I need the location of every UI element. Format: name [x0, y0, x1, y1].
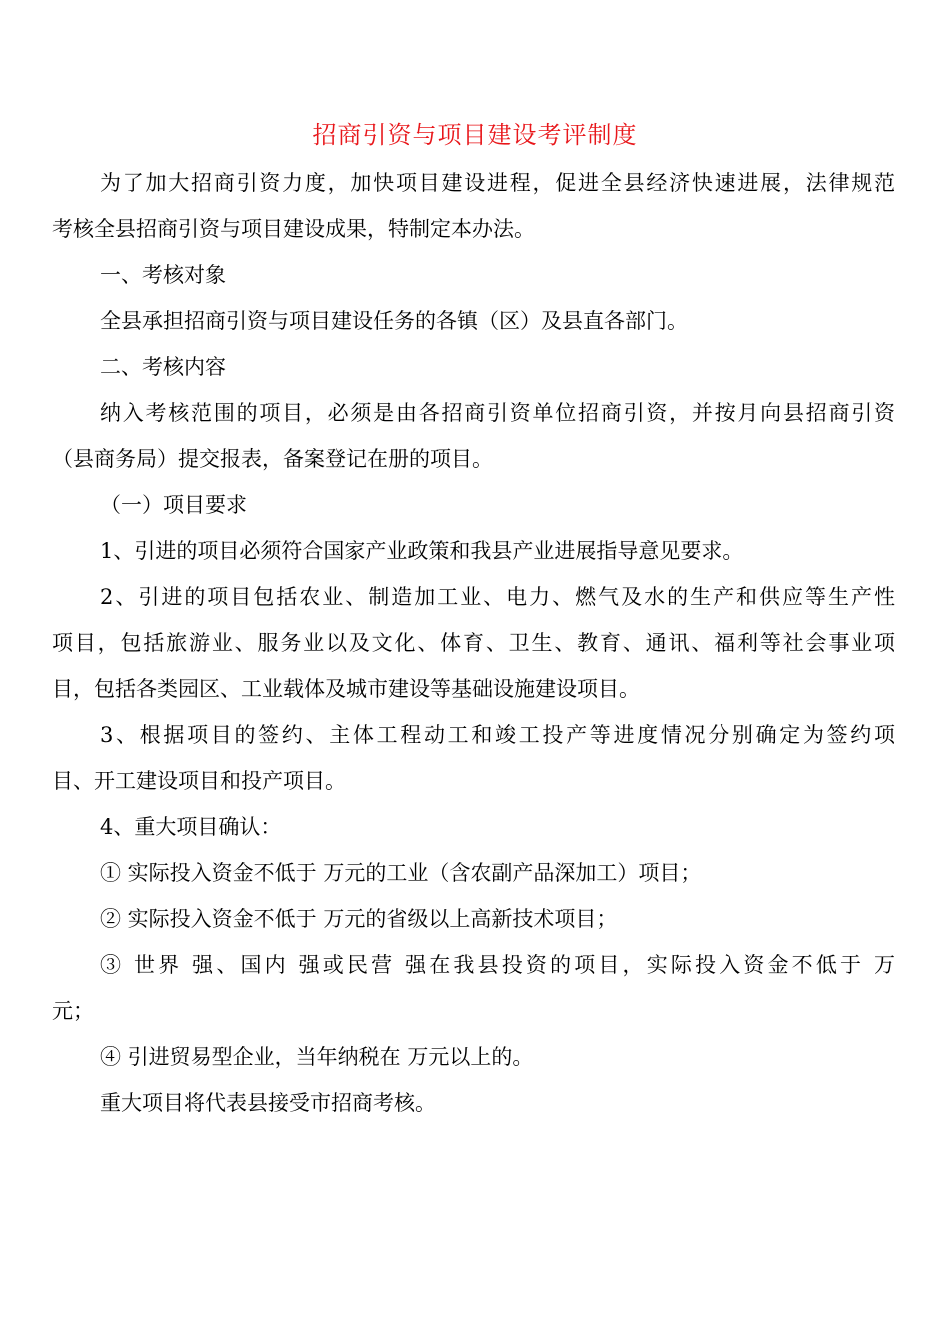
paragraph-line: ① 实际投入资金不低于 万元的工业（含农副产品深加工）项目；	[100, 861, 702, 885]
paragraph-line: ② 实际投入资金不低于 万元的省级以上高新技术项目；	[100, 907, 618, 931]
sub-item-3	[52, 942, 895, 1034]
paragraph-line: 4、重大项目确认：	[100, 815, 282, 839]
paragraph-line: 1、引进的项目必须符合国家产业政策和我县产业进展指导意见要求。	[100, 539, 744, 563]
paragraph-line: 纳入考核范围的项目，必须是由各招商引资单位招商引资，并按月向县招商引资	[100, 401, 895, 425]
paragraph-line: 全县承担招商引资与项目建设任务的各镇（区）及县直各部门。	[100, 309, 688, 333]
paragraph-line: 重大项目将代表县接受市招商考核。	[100, 1091, 436, 1115]
paragraph-line: 考核全县招商引资与项目建设成果，特制定本办法。	[52, 217, 535, 241]
subsection-heading	[52, 482, 895, 528]
section-heading-1	[52, 252, 895, 298]
sub-item-1	[52, 850, 895, 896]
paragraph-line: ④ 引进贸易型企业，当年纳税在 万元以上的。	[100, 1045, 534, 1069]
sub-item-4	[52, 1034, 895, 1080]
list-item-1	[52, 528, 895, 574]
paragraph-line: （县商务局）提交报表，备案登记在册的项目。	[52, 447, 493, 471]
paragraph-line: 目，包括各类园区、工业载体及城市建设等基础设施建设项目。	[52, 677, 640, 701]
paragraph-line: 目、开工建设项目和投产项目。	[52, 769, 346, 793]
document-body	[52, 160, 895, 1126]
paragraph-line: 3、根据项目的签约、主体工程动工和竣工投产等进度情况分别确定为签约项	[100, 723, 895, 747]
paragraph-content	[52, 390, 895, 482]
list-item-2	[52, 574, 895, 712]
section-heading-2	[52, 344, 895, 390]
paragraph-line: 为了加大招商引资力度，加快项目建设进程，促进全县经济快速进展，法律规范	[100, 171, 895, 195]
paragraph-line: 元；	[52, 999, 94, 1023]
paragraph-line: ③ 世界 强、国内 强或民营 强在我县投资的项目，实际投入资金不低于 万	[100, 953, 895, 977]
list-item-3	[52, 712, 895, 804]
section-heading: （一）项目要求	[100, 493, 247, 517]
paragraph-line: 项目，包括旅游业、服务业以及文化、体育、卫生、教育、通讯、福利等社会事业项	[52, 631, 895, 655]
paragraph-closing	[52, 1080, 895, 1126]
list-item-4	[52, 804, 895, 850]
sub-item-2	[52, 896, 895, 942]
section-heading: 二、考核内容	[100, 355, 226, 379]
paragraph-line: 2、引进的项目包括农业、制造加工业、电力、燃气及水的生产和供应等生产性	[100, 585, 895, 609]
paragraph-intro	[52, 160, 895, 252]
section-heading: 一、考核对象	[100, 263, 226, 287]
paragraph-scope	[52, 298, 895, 344]
document-title: 招商引资与项目建设考评制度	[312, 121, 638, 149]
